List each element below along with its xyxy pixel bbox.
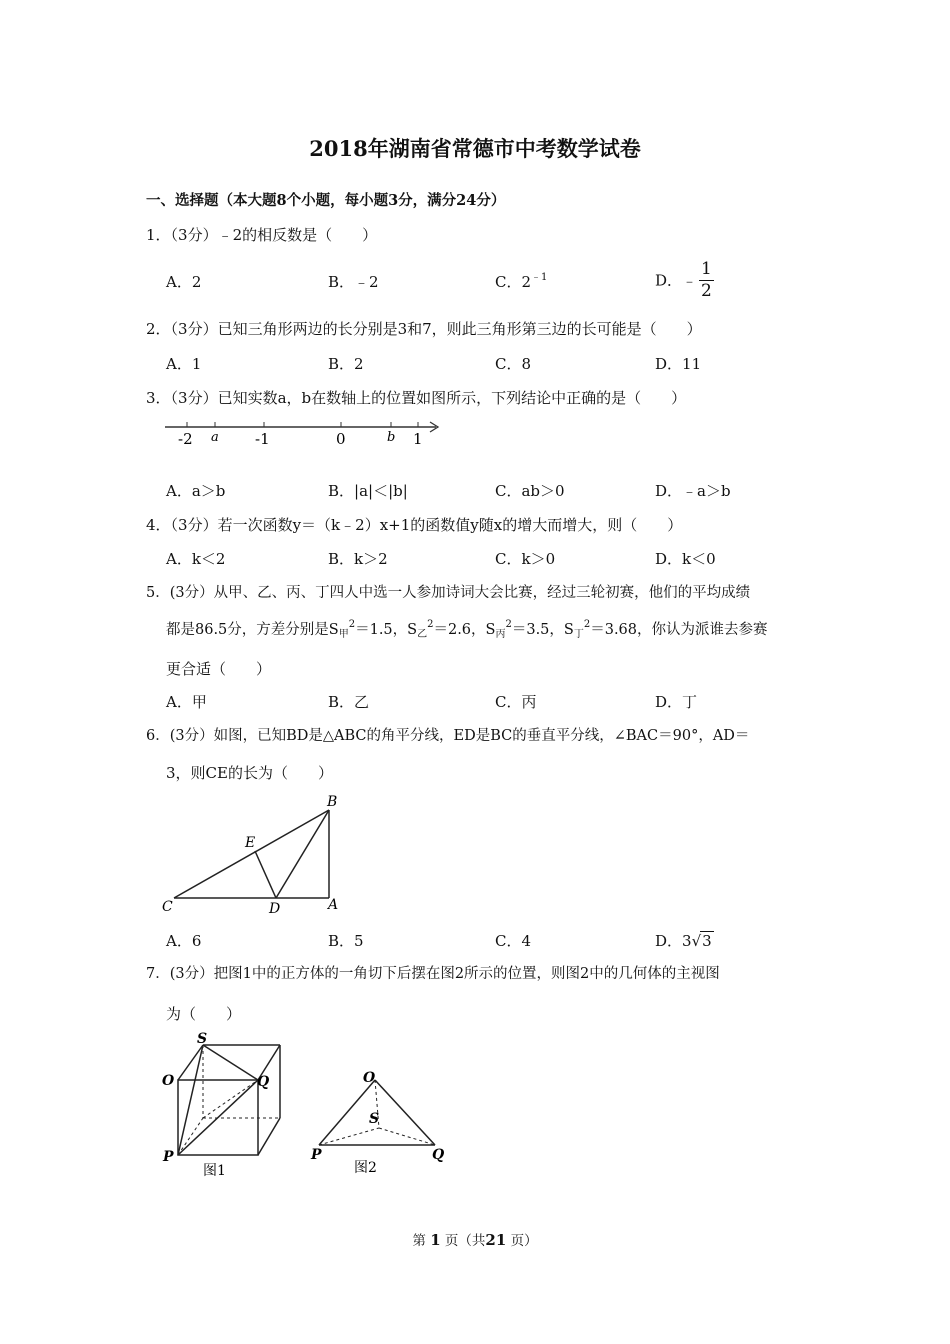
q1-option-b: B．﹣2	[328, 273, 379, 291]
page-title: 2018年湖南省常德市中考数学试卷	[309, 136, 641, 161]
question-3-stem: 3．（3分）已知实数a，b在数轴上的位置如图所示，下列结论中正确的是（ ）	[146, 389, 687, 407]
cube-figure-1	[155, 1030, 295, 1182]
vertex-label: C	[162, 899, 173, 915]
radical-sign-icon: √	[691, 932, 702, 950]
vertex-label: S	[369, 1111, 380, 1127]
q5-option-a: A．甲	[166, 693, 207, 711]
q2-option-d: D．11	[655, 355, 702, 373]
axis-label: b	[387, 430, 396, 445]
vertex-label: P	[163, 1149, 174, 1165]
question-5-line-1: 5．(3分）从甲、乙、丙、丁四人中选一人参加诗词大会比赛，经过三轮初赛，他们的平均成绩	[146, 585, 751, 601]
q1-option-a: A．2	[166, 273, 202, 291]
vertex-label: S	[197, 1031, 208, 1047]
q3-option-c: C．ab＞0	[495, 482, 565, 500]
vertex-label: O	[363, 1070, 376, 1086]
q3-option-d: D．﹣a＞b	[655, 482, 731, 500]
fraction: $\frac{1}{2}$	[701, 259, 712, 301]
question-4-stem: 4．（3分）若一次函数y＝（k﹣2）x+1的函数值y随x的增大而增大，则（ ）	[146, 516, 683, 534]
q5-option-d: D．丁	[655, 693, 698, 711]
q5-option-c: C．丙	[495, 693, 537, 711]
question-6-line-1: 6．(3分）如图，已知BD是△ABC的角平分线，ED是BC的垂直平分线，∠BAC＝90°，AD＝	[146, 728, 750, 744]
q6-option-b: B．5	[328, 932, 364, 950]
page-footer: 第 1 页（共21 页）	[412, 1231, 538, 1249]
q1-option-d: D．﹣ $\frac{1}{2}$	[655, 259, 712, 301]
q5-option-b: B．乙	[328, 693, 370, 711]
question-5-line-3: 更合适（ ）	[166, 660, 272, 678]
vertex-label: E	[245, 835, 256, 851]
q2-option-b: B．2	[328, 355, 364, 373]
vertex-label: D	[269, 901, 281, 917]
question-5-line-2: 都是86.5分，方差分别是$S_甲^2=1.5$，$S_乙^2=2.6$，$S_丙^2=3.5$，$S_丁^2=3.68$，你认为派谁去参赛	[166, 619, 768, 640]
q3-option-a: A．a＞b	[166, 482, 226, 500]
axis-label: -1	[255, 430, 270, 448]
q4-option-a: A．k＜2	[166, 550, 226, 568]
vertex-label: P	[311, 1147, 322, 1163]
figure-caption: 图1	[203, 1163, 226, 1179]
vertex-label: A	[328, 897, 339, 913]
triangle-figure	[160, 790, 350, 918]
section-heading: 一、选择题（本大题8个小题，每小题3分，满分24分）	[146, 192, 506, 209]
q4-option-c: C．k＞0	[495, 550, 556, 568]
axis-label: 1	[413, 430, 423, 448]
q6-option-d: D．3√3	[655, 932, 712, 950]
q4-option-d: D．k＜0	[655, 550, 716, 568]
vertex-label: Q	[257, 1074, 270, 1090]
q6-option-c: C．4	[495, 932, 532, 950]
figure-caption: 图2	[354, 1160, 377, 1176]
question-7-line-2: 为（ ）	[166, 1005, 242, 1023]
axis-label: -2	[178, 430, 193, 448]
vertex-label: B	[327, 794, 338, 810]
q2-option-c: C．8	[495, 355, 532, 373]
number-line-figure	[160, 414, 450, 454]
q2-option-a: A．1	[166, 355, 202, 373]
question-6-line-2: 3，则CE的长为（ ）	[166, 764, 333, 782]
axis-label: 0	[336, 430, 346, 448]
q1-option-c: C．$2^{﹣1}$	[495, 272, 548, 291]
question-7-line-1: 7．(3分）把图1中的正方体的一角切下后摆在图2所示的位置，则图2中的几何体的主视图	[146, 966, 720, 982]
vertex-label: Q	[432, 1147, 445, 1163]
tetrahedron-figure-2	[305, 1065, 455, 1180]
question-1-stem: 1．（3分）﹣2的相反数是（ ）	[146, 226, 378, 244]
q6-option-a: A．6	[166, 932, 202, 950]
vertex-label: O	[162, 1073, 175, 1089]
question-2-stem: 2．（3分）已知三角形两边的长分别是3和7，则此三角形第三边的长可能是（ ）	[146, 320, 702, 338]
q4-option-b: B．k＞2	[328, 550, 388, 568]
q3-option-b: B．|a|＜|b|	[328, 482, 408, 500]
axis-label: a	[211, 430, 219, 445]
